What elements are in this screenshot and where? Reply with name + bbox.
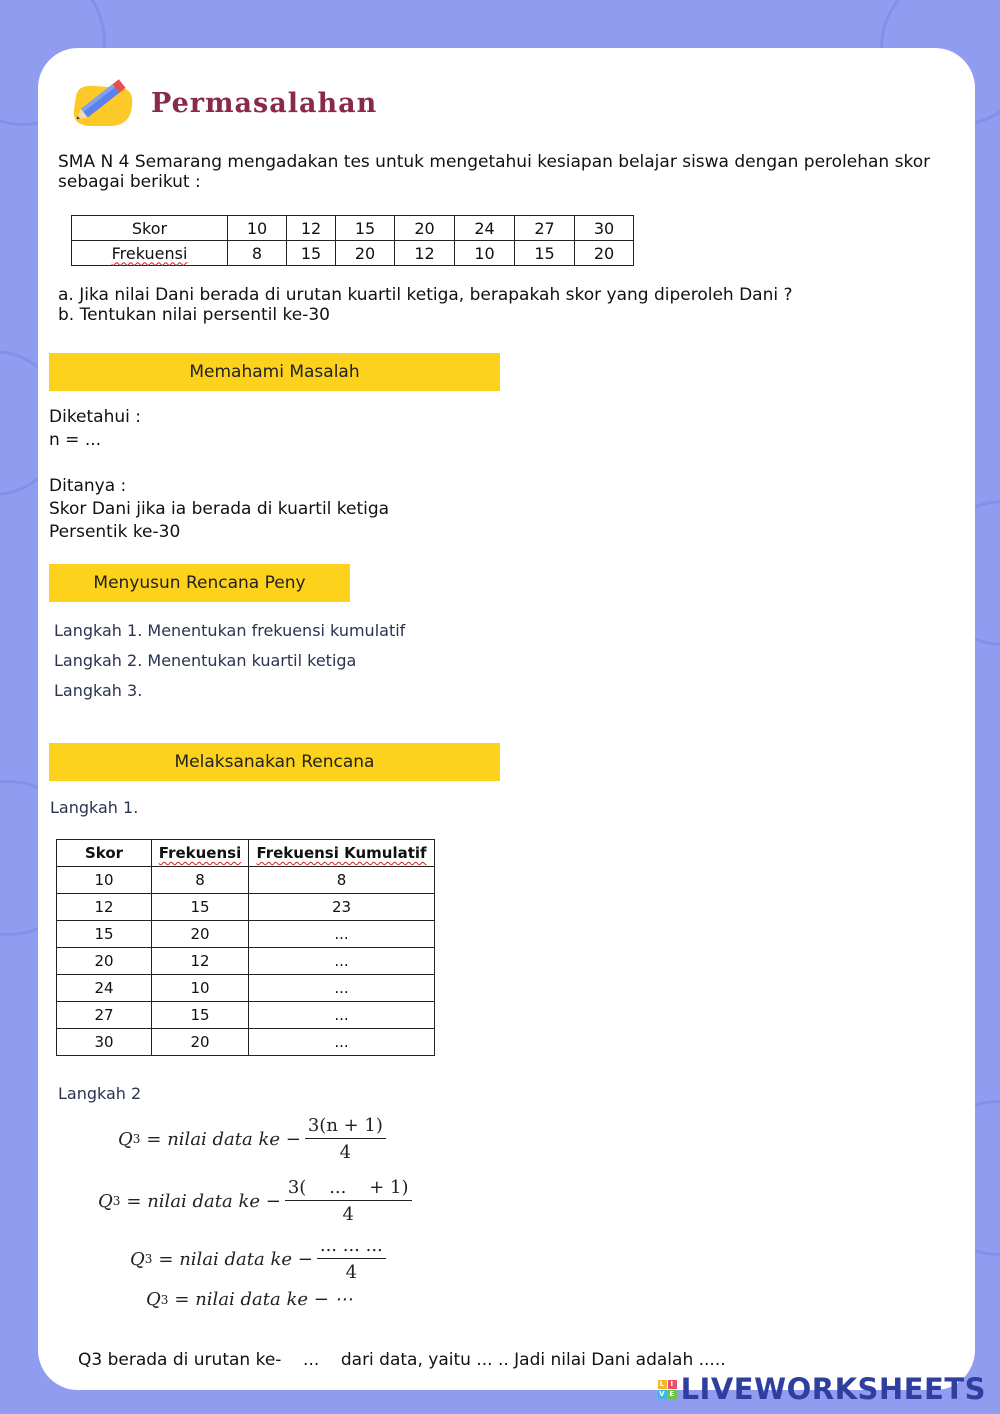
formula-numerator: 3(n + 1): [305, 1115, 386, 1139]
worksheet-card: [38, 48, 975, 1390]
logo-letter: V: [659, 1390, 666, 1398]
table-cell: 12: [152, 948, 249, 975]
table-cell: 8: [228, 241, 287, 266]
formula-q-sub: 3: [132, 1132, 141, 1146]
table-cell: 20: [395, 216, 455, 241]
header-frekuensi-kumulatif-text: Frekuensi Kumulatif: [256, 844, 427, 862]
table-cell: 10: [57, 867, 152, 894]
table-cell: 12: [395, 241, 455, 266]
table-cell: 30: [57, 1029, 152, 1056]
formula-line-1: [118, 1115, 386, 1163]
step1-label: Langkah 1.: [50, 798, 139, 817]
formula-numerator-blank[interactable]: 3( ... + 1): [285, 1177, 412, 1201]
formula-numerator-blank[interactable]: ... ... ...: [317, 1235, 386, 1259]
formula-q: Q: [118, 1128, 133, 1150]
step2-label: Langkah 2: [58, 1084, 142, 1103]
formula-lhs: = nilai data ke −: [126, 1190, 281, 1212]
formula-lhs: = nilai data ke −: [158, 1248, 313, 1270]
table-cell: 15: [152, 894, 249, 921]
table-cell: 15: [336, 216, 395, 241]
ditanya-label: Ditanya :: [49, 476, 127, 496]
table-row: [72, 241, 634, 266]
formula-fraction: [305, 1115, 386, 1163]
plan-step: Langkah 3.: [54, 681, 143, 700]
formula-q: Q: [146, 1289, 161, 1310]
table-cell: 8: [249, 867, 435, 894]
table-cell: 15: [152, 1002, 249, 1029]
table-cell: 15: [515, 241, 575, 266]
table-row: [57, 1029, 435, 1056]
problem-intro-line2: sebagai berikut :: [58, 172, 201, 192]
header-skor: Skor: [57, 840, 152, 867]
problem-intro: [58, 152, 963, 192]
table-header-row: [57, 840, 435, 867]
section-melaksanakan-rencana: Melaksanakan Rencana: [49, 743, 500, 781]
table-cell: 10: [228, 216, 287, 241]
table-cell: 20: [152, 1029, 249, 1056]
formula-denominator: 4: [345, 1262, 358, 1283]
table-row: [57, 867, 435, 894]
answer-cell[interactable]: ...: [249, 921, 435, 948]
table-cell: 10: [455, 241, 515, 266]
table-cell: 12: [57, 894, 152, 921]
score-frequency-table: [71, 215, 634, 266]
table-cell: 24: [57, 975, 152, 1002]
formula-result[interactable]: = nilai data ke − ⋯: [174, 1289, 353, 1310]
cumulative-frequency-table: [56, 839, 435, 1056]
formula-q: Q: [98, 1190, 113, 1212]
formula-q: Q: [130, 1248, 145, 1270]
plan-step: Langkah 1. Menentukan frekuensi kumulatif: [54, 621, 406, 640]
table-row: [57, 948, 435, 975]
table-row: [72, 216, 634, 241]
known-asked-block: [49, 406, 649, 544]
header-frekuensi-kumulatif: [249, 840, 435, 867]
formula-line-2: [98, 1177, 412, 1225]
questions: [58, 285, 963, 325]
formula-fraction: [317, 1235, 386, 1283]
table-cell: 27: [515, 216, 575, 241]
table-row: [57, 1002, 435, 1029]
row-label-skor: Skor: [72, 216, 228, 241]
question-b: b. Tentukan nilai persentil ke-30: [58, 305, 330, 325]
conclusion-line[interactable]: Q3 berada di urutan ke- ... dari data, yaitu ... .. Jadi nilai Dani adalah .....: [78, 1350, 726, 1370]
table-cell: 20: [57, 948, 152, 975]
table-cell: 20: [575, 241, 634, 266]
diketahui-label: Diketahui :: [49, 407, 141, 427]
logo-letter: L: [658, 1380, 667, 1389]
problem-intro-line1: SMA N 4 Semarang mengadakan tes untuk mengetahui kesiapan belajar siswa dengan perolehan skor: [58, 152, 931, 172]
page-title: Permasalahan: [151, 88, 378, 119]
liveworksheets-logo-icon: [658, 1380, 677, 1399]
table-row: [57, 894, 435, 921]
logo-letter: E: [669, 1390, 675, 1398]
table-cell: 30: [575, 216, 634, 241]
pencil-icon: [66, 68, 138, 132]
table-cell: 15: [57, 921, 152, 948]
formula-q-sub: 3: [160, 1292, 169, 1307]
formula-q-sub: 3: [144, 1252, 153, 1266]
table-row: [57, 921, 435, 948]
n-value: n = ...: [49, 430, 102, 450]
row-label-frekuensi-text: Frekuensi: [111, 243, 188, 263]
formula-denominator: 4: [342, 1204, 354, 1225]
table-cell: 10: [152, 975, 249, 1002]
formula-lhs: = nilai data ke −: [146, 1128, 301, 1150]
section-memahami-masalah: Memahami Masalah: [49, 353, 500, 391]
liveworksheets-logo: [658, 1372, 986, 1406]
formula-line-3: [130, 1235, 386, 1283]
plan-steps: [54, 616, 405, 706]
ditanya-item: Skor Dani jika ia berada di kuartil ketiga: [49, 499, 390, 519]
ditanya-item: Persentik ke-30: [49, 522, 181, 542]
table-cell: 27: [57, 1002, 152, 1029]
table-cell: 12: [287, 216, 336, 241]
row-label-frekuensi: [72, 241, 228, 266]
section-menyusun-rencana: Menyusun Rencana Peny: [49, 564, 350, 602]
formula-q-sub: 3: [112, 1194, 121, 1208]
logo-letter: I: [668, 1380, 677, 1389]
formula-line-4: [146, 1289, 353, 1310]
answer-cell[interactable]: ...: [249, 1029, 435, 1056]
table-cell: 24: [455, 216, 515, 241]
table-cell: 23: [249, 894, 435, 921]
answer-cell[interactable]: ...: [249, 948, 435, 975]
formula-fraction: [285, 1177, 412, 1225]
header-frekuensi: [152, 840, 249, 867]
brand-name: LIVEWORKSHEETS: [680, 1372, 986, 1406]
table-cell: 15: [287, 241, 336, 266]
table-row: [57, 975, 435, 1002]
table-cell: 20: [152, 921, 249, 948]
plan-step: Langkah 2. Menentukan kuartil ketiga: [54, 651, 357, 670]
formula-denominator: 4: [339, 1142, 352, 1163]
table-cell: 20: [336, 241, 395, 266]
question-a: a. Jika nilai Dani berada di urutan kuartil ketiga, berapakah skor yang diperoleh Dani ?: [58, 285, 793, 305]
header-frekuensi-text: Frekuensi: [158, 844, 242, 862]
answer-cell[interactable]: ...: [249, 975, 435, 1002]
answer-cell[interactable]: ...: [249, 1002, 435, 1029]
table-cell: 8: [152, 867, 249, 894]
